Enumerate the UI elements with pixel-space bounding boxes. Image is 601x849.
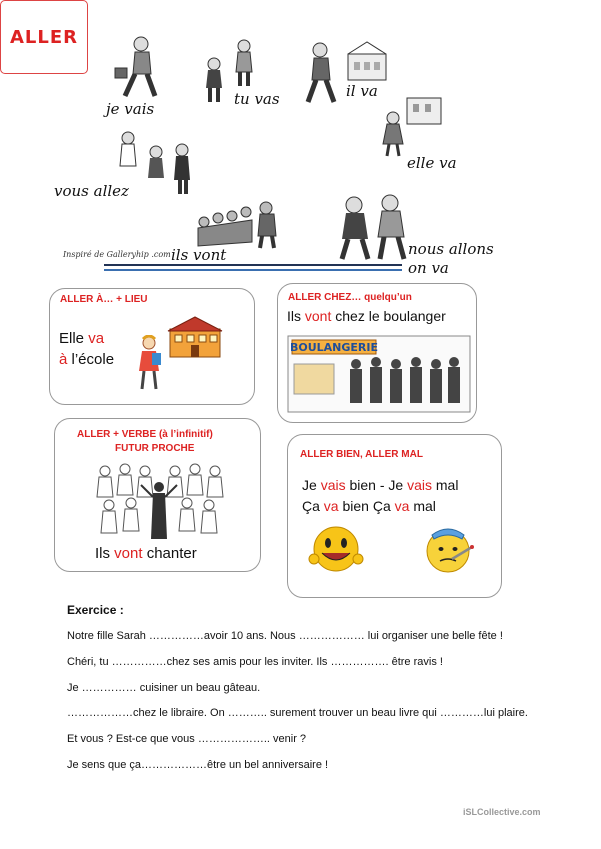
card-bien-row1: Je vais bien - Je vais mal [302, 477, 459, 493]
exercise-line-6: Je sens que ça………………être un bel anniversaire ! [67, 759, 329, 771]
walking-man-illustration [105, 34, 165, 102]
card-futur-line: Ils vont chanter [95, 545, 197, 562]
choir-singers-illustration [95, 461, 225, 543]
sick-smiley-icon [422, 523, 478, 575]
conj-ils: ils vont [171, 246, 227, 264]
walking-couple-illustration [332, 193, 416, 261]
card-lieu-line2: à l’école [59, 351, 115, 368]
card-futur-title2: FUTUR PROCHE [115, 443, 195, 454]
header-rule-dark [104, 264, 402, 266]
card-futur-proche [54, 418, 261, 572]
exercise-line-5: Et vous ? Est-ce que vous ……………….. venir ? [67, 733, 307, 745]
conj-on: on va [408, 259, 449, 277]
watermark: iSLCollective.com [463, 807, 541, 817]
card-lieu-line1: Elle va [59, 330, 105, 347]
header-rule-blue [104, 269, 402, 271]
exercise-line-4: ………………chez le libraire. On ……….. surement trouver un beau livre qui …………lui plaire. [67, 707, 528, 719]
card-aller-bien-mal [287, 434, 502, 598]
aller-title-box [0, 0, 88, 74]
happy-smiley-icon [308, 523, 364, 575]
card-chez-line: Ils vont chez le boulanger [287, 308, 446, 324]
card-chez-title: ALLER CHEZ… quelqu’un [288, 292, 412, 303]
card-bien-row2: Ça va bien Ça va mal [302, 498, 436, 514]
exercise-line-3: Je …………… cuisiner un beau gâteau. [67, 682, 261, 694]
conj-elle: elle va [407, 154, 457, 172]
school-building-illustration [166, 315, 224, 359]
bakery-queue-illustration [286, 334, 472, 414]
woman-walking-illustration [375, 92, 445, 158]
card-bien-title: ALLER BIEN, ALLER MAL [300, 449, 423, 460]
exercise-line-1: Notre fille Sarah ……………avoir 10 ans. Nous ……………… lui organiser une belle fête ! [67, 630, 503, 642]
card-aller-lieu [49, 288, 255, 405]
card-lieu-title: ALLER À… + LIEU [60, 294, 148, 305]
card-futur-title1: ALLER + VERBE (à l’infinitif) [77, 429, 213, 440]
conj-nous: nous allons [408, 240, 494, 258]
bakery-sign: BOULANGERIE [289, 341, 379, 354]
card-aller-chez [277, 283, 477, 423]
schoolgirl-illustration [132, 335, 166, 391]
conj-je: je vais [106, 100, 155, 118]
conj-tu: tu vas [234, 90, 280, 108]
exercise-title: Exercice : [67, 603, 124, 617]
credit-text: Inspiré de Galleryhip .com [63, 250, 171, 259]
conj-il: il va [346, 82, 378, 100]
aller-title: ALLER [9, 26, 79, 48]
conj-vous: vous allez [54, 182, 129, 200]
crowd-walking-illustration [190, 198, 290, 250]
exercise-line-2: Chéri, tu ……………chez ses amis pour les inviter. Ils ……………. être ravis ! [67, 656, 443, 668]
